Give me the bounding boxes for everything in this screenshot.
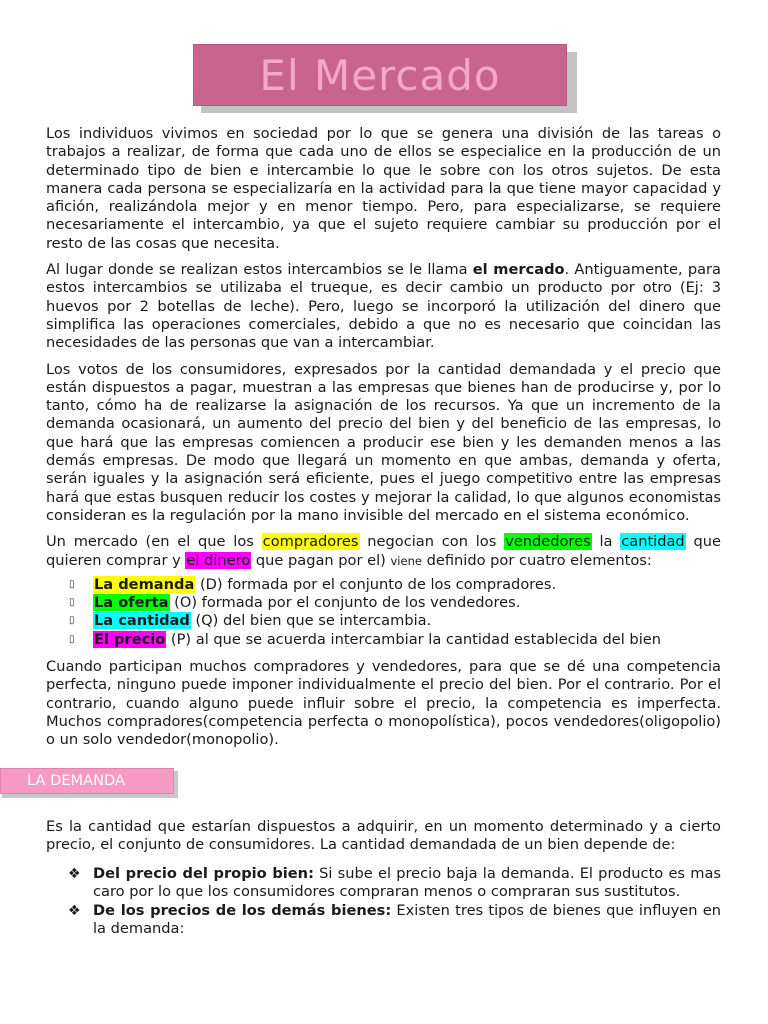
diamond-bullet-icon: ❖	[68, 865, 81, 882]
paragraph-elementos-mercado	[46, 533, 721, 570]
list-item-cantidad	[46, 612, 721, 630]
term-la-demanda: La demanda	[94, 575, 195, 593]
text-segment: definido por cuatro elementos:	[421, 551, 652, 569]
factor-item-precio-propio	[46, 865, 721, 902]
term-description: (O) formada por el conjunto de los vendedores.	[169, 594, 521, 612]
box-bullet-icon: ▯	[69, 633, 75, 645]
demanda-section-body	[46, 818, 721, 940]
list-item-oferta	[46, 594, 721, 612]
text-segment: Un mercado (en el que los	[46, 533, 262, 551]
text-segment: que pagan por el)	[251, 551, 391, 569]
section-heading-label: LA DEMANDA	[0, 768, 174, 794]
diamond-bullet-icon: ❖	[68, 903, 81, 920]
term-description: (D) formada por el conjunto de los compradores.	[195, 575, 557, 593]
title-banner	[193, 44, 567, 106]
document-body	[46, 125, 721, 758]
box-bullet-icon: ▯	[69, 597, 75, 609]
term-el-precio: El precio	[94, 630, 166, 648]
term-description: (P) al que se acuerda intercambiar la cantidad establecida del bien	[166, 630, 661, 648]
paragraph-votos-consumidores: Los votos de los consumidores, expresados por la cantidad demandada y el precio que están dispuestos a pagar, muestran a las empresas que bienes han de producirse y, por lo tanto, cómo ha de realizarse la asignación de los recursos. Ya que un incremento de la demanda ocasionará, un aumento del precio del bien y del beneficio de las empresas, lo que hará que las empresas comiencen a producir ese bien y les demanden menos a las demás empresas. De modo que llegará un momento en que ambas, demanda y oferta, serán iguales y la asignación será eficiente, pues el juego competitivo entre las empresas hará que estas busquen reducir los costes y mejorar la calidad, lo que algunos economistas consideran es la regulación por la mano invisible del mercado en el sistema económico.	[46, 360, 721, 524]
elements-list	[46, 576, 721, 649]
page-title: El Mercado	[259, 50, 501, 100]
factors-list	[46, 865, 721, 939]
paragraph-division-del-trabajo: Los individuos vivimos en sociedad por lo que se genera una división de las tareas o trabajos a realizar, de forma que cada uno de ellos se especialice en la producción de un determinado tipo de bien e intercambie lo que le sobre con los otros sujetos. De esta manera cada persona se especializaría en la actividad para la que tiene mayor capacidad y afición, realizándola mejor y en menor tiempo. Pero, para especializarse, se requiere necesariamente el intercambio, ya que el sujeto requiere cambiar su producción por el resto de las cosas que necesita.	[46, 125, 721, 252]
factor-description: Existen tres tipos de bienes que influyen en la demanda:	[93, 902, 721, 938]
text-segment: negocian con los	[359, 533, 505, 551]
highlight-vendedores: vendedores	[505, 533, 591, 551]
term-description: (Q) del bien que se intercambia.	[190, 612, 432, 630]
text-segment: la	[591, 533, 621, 551]
factor-title: De los precios de los demás bienes:	[93, 902, 392, 920]
text-segment: que quieren comprar y	[46, 533, 721, 569]
factor-item-precios-demas	[46, 902, 721, 939]
term-la-cantidad: La cantidad	[94, 612, 190, 630]
box-bullet-icon: ▯	[69, 578, 75, 590]
list-item-demanda	[46, 576, 721, 594]
bold-term-el-mercado: el mercado	[472, 261, 565, 279]
highlight-cantidad: cantidad	[621, 533, 685, 551]
factor-title: Del precio del propio bien:	[93, 864, 314, 882]
term-la-oferta: La oferta	[94, 594, 169, 612]
paragraph-definicion-demanda: Es la cantidad que estarían dispuestos a adquirir, en un momento determinado y a cierto precio, el conjunto de consumidores. La cantidad demandada de un bien depende de:	[46, 818, 721, 854]
highlight-el-dinero: el dinero	[186, 551, 251, 569]
text-segment: Al lugar donde se realizan estos intercambios se le llama	[46, 261, 473, 279]
highlight-compradores: compradores	[262, 533, 359, 551]
box-bullet-icon: ▯	[69, 615, 75, 627]
paragraph-competencia: Cuando participan muchos compradores y vendedores, para que se dé una competencia perfecta, ninguno puede imponer individualmente el precio del bien. Por el contrario. Por el contrario, cuando alguno puede influir sobre el precio, la competencia es imperfecta. Muchos compradores(competencia perfecta o monopolística), pocos vendedores(oligopolio) o un solo vendedor(monopolio).	[46, 658, 721, 749]
section-heading-la-demanda	[0, 768, 178, 798]
factor-description: Si sube el precio baja la demanda. El producto es mas caro por lo que los consumidores compraran menos o compraran sus sustitutos.	[93, 864, 722, 900]
small-text-viene: viene	[390, 553, 422, 568]
list-item-precio	[46, 631, 721, 649]
text-segment: . Antiguamente, para estos intercambios se utilizaba el trueque, es decir cambio un producto por otro (Ej: 3 huevos por 2 botellas de leche). Pero, luego se incorporó la utilización del dinero que simplifica las operaciones comerciales, debido a que no es necesario que coincidan las necesidades de las personas que van a intercambiar.	[46, 261, 721, 352]
paragraph-definicion-mercado	[46, 261, 721, 352]
